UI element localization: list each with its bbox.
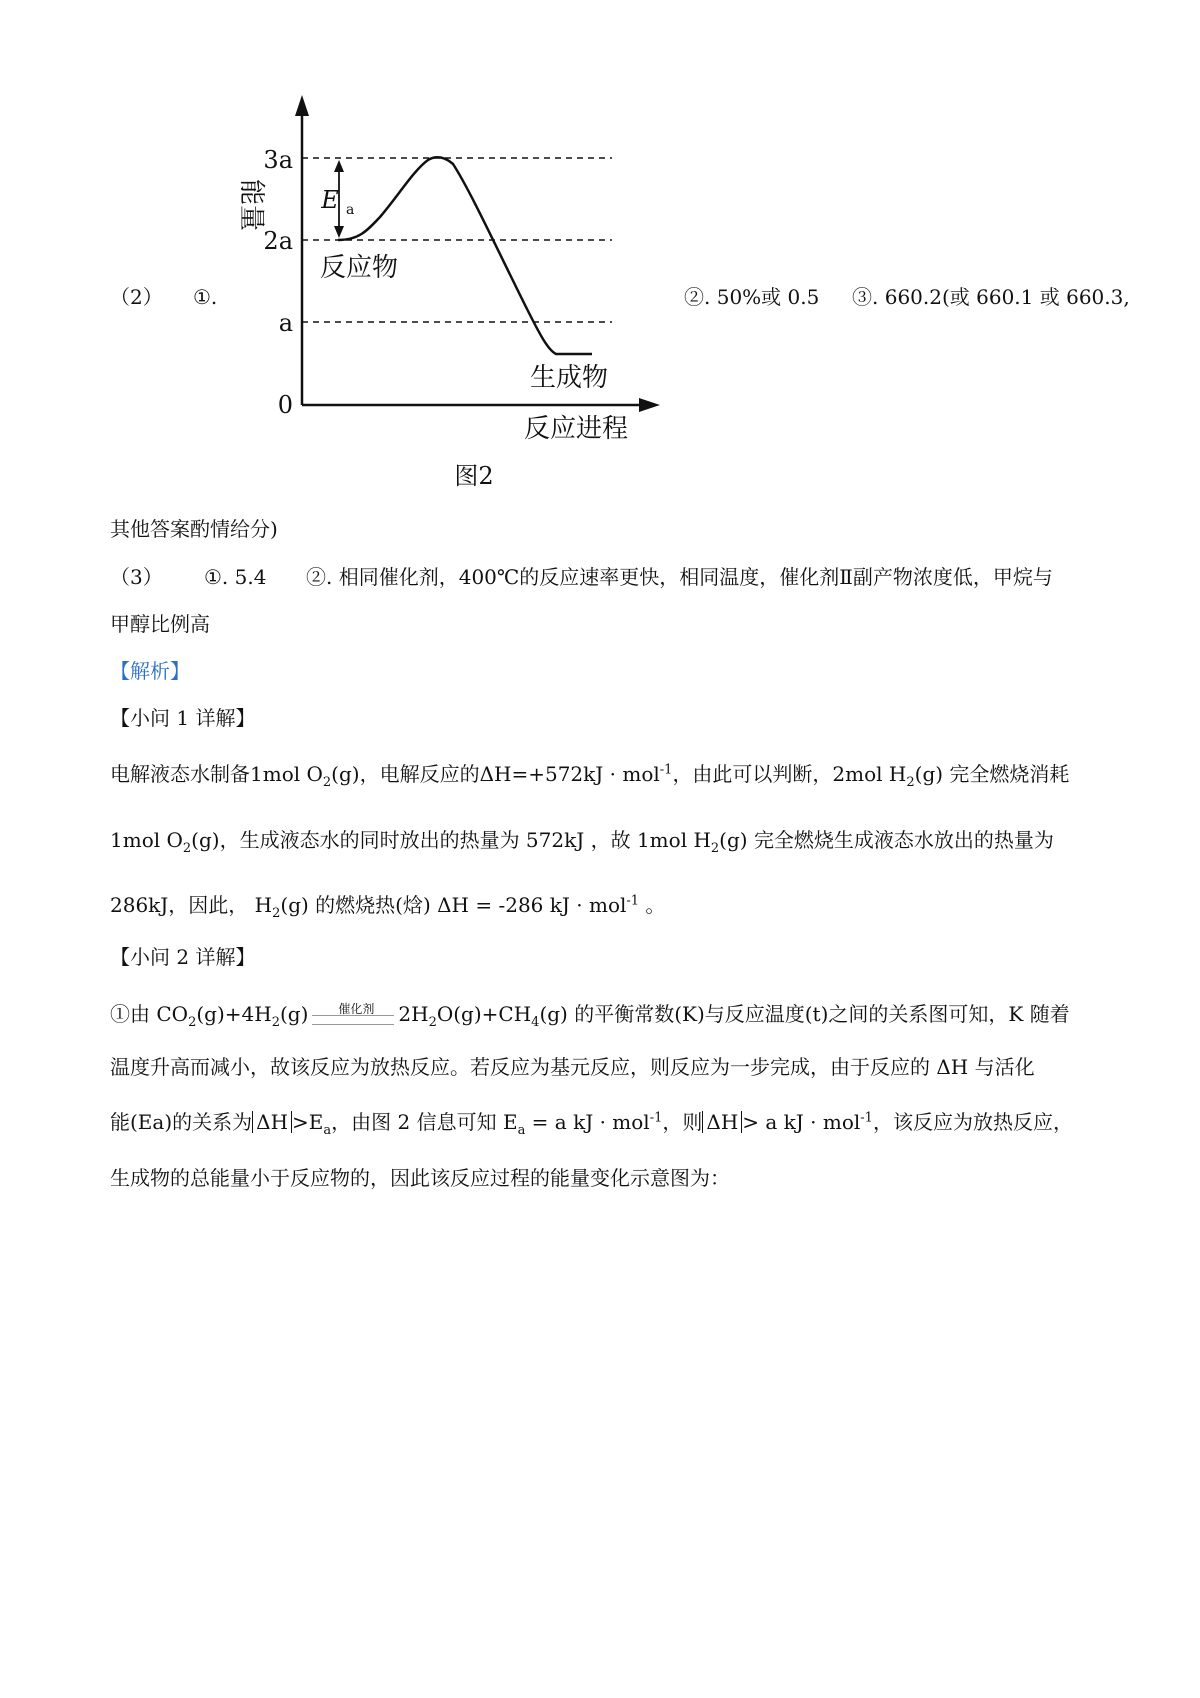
energy-diagram (0, 0, 1200, 490)
ea-label-sub: a (346, 202, 355, 218)
q3-answer-line (110, 563, 1053, 591)
tick-3a: 3a (263, 146, 293, 174)
q3-continuation: 甲醇比例高 (110, 612, 210, 636)
sub1-line2: 1mol $O_2(g)$，生成液态水的同时放出的热量为 572kJ ，故 1mol $H_2(g)$ 完全燃烧生成液态水放出的热量为 (110, 828, 1054, 856)
q2-part1: ①. (193, 285, 218, 309)
jiexi-heading: 【解析】 (110, 659, 190, 683)
sub2-line4: 生成物的总能量小于反应物的，因此该反应过程的能量变化示意图为： (110, 1166, 730, 1190)
sub2-line3: 能(Ea)的关系为 $\Delta H >E_a$，由图 2 信息可知 $E_a = a$ kJ · mol$^{-1}$，则 ΔH > a kJ · mol$^{-1}$，该反应为放热反应， (110, 1110, 1073, 1138)
q3-part2: ②. 相同催化剂，400℃的反应速率更快，相同温度，催化剂Ⅱ副产物浓度低，甲烷与 (306, 565, 1053, 589)
q2-part2: ②. 50%或 0.5 (684, 285, 820, 309)
q2-number: （2） (110, 285, 163, 309)
ea-label: E (321, 186, 339, 214)
sub2-line1: ①由 $CO_2(g)+4H_2(g)$ 催化剂 $2H_2O(g)+CH_4(g)$ 的平衡常数(K)与反应温度(t)之间的关系图可知，K 随着 (110, 1001, 1070, 1030)
sub2-title: 【小问 2 详解】 (110, 945, 256, 969)
y-axis-label: 能量 (236, 178, 266, 232)
q3-part1: ①. 5.4 (204, 565, 267, 589)
x-axis-label: 反应进程 (524, 414, 629, 444)
q3-number: （3） (110, 565, 163, 589)
q2-part3: ③. 660.2(或 660.1 或 660.3, (852, 285, 1130, 309)
sub1-line3: 286kJ，因此， $H_2(g)$ 的燃烧热(焓) ΔH = -286 kJ · mol$^{-1}$ 。 (110, 893, 666, 921)
catalyst-equilibrium-arrow: 催化剂 (308, 1003, 398, 1029)
sub1-line1: 电解液态水制备1mol $O_2(g)$，电解反应的ΔH=+572kJ · mol$^{-1}$，由此可以判断，2mol $H_2(g)$ 完全燃烧消耗 (110, 762, 1070, 790)
reactant-label: 反应物 (320, 253, 399, 283)
tick-0: 0 (277, 391, 293, 419)
tick-2a: 2a (263, 227, 293, 255)
x-axis-arrow-icon (639, 398, 660, 412)
y-axis-arrow-icon (295, 95, 309, 116)
q2-answer-line (110, 283, 218, 311)
sub1-title: 【小问 1 详解】 (110, 706, 256, 730)
sub2-line2: 温度升高而减小，故该反应为放热反应。若反应为基元反应，则反应为一步完成，由于反应的 ΔH 与活化 (110, 1055, 1035, 1079)
ea-arrow-up-icon (334, 160, 344, 172)
ea-arrow-down-icon (334, 226, 344, 238)
tick-a: a (278, 309, 293, 337)
product-label: 生成物 (530, 363, 609, 393)
figure-caption: 图2 (454, 462, 494, 490)
q2-continuation: 其他答案酌情给分) (110, 517, 278, 541)
